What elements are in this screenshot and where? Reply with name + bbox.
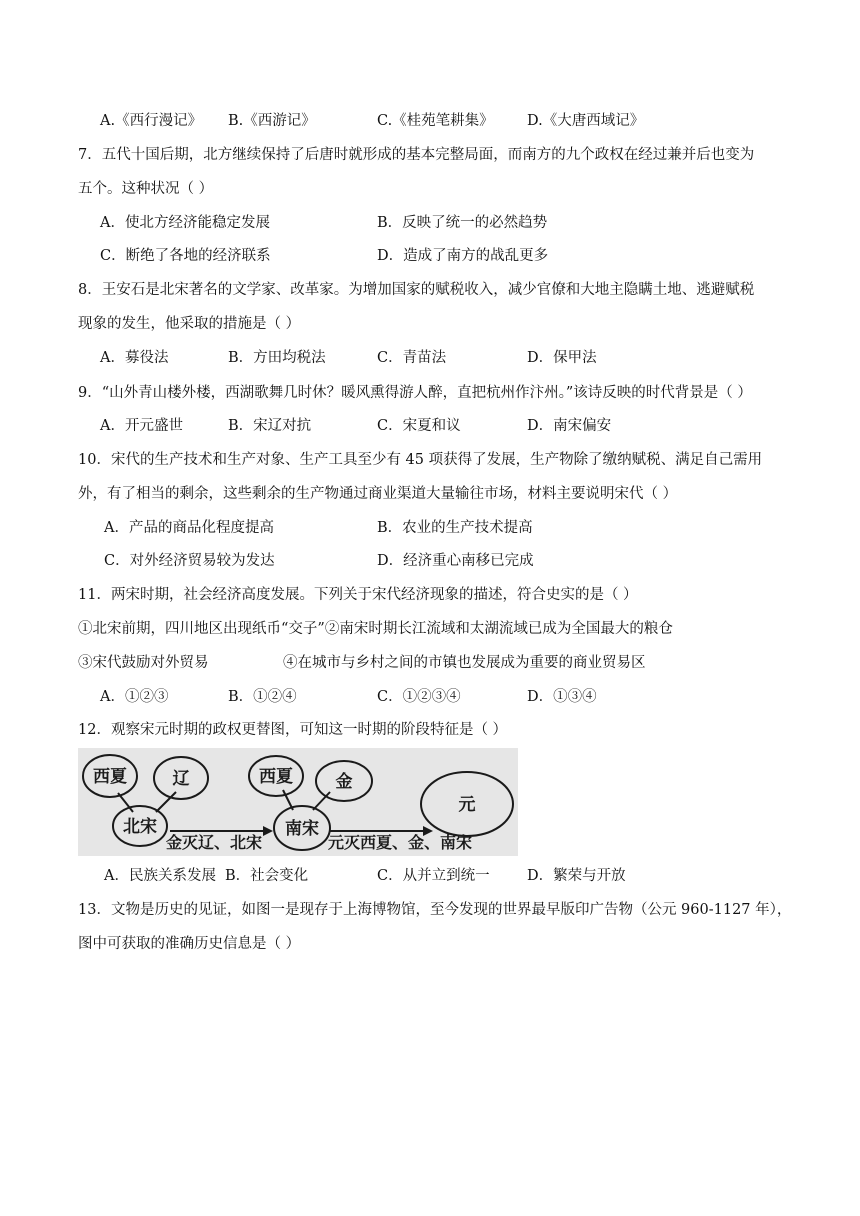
q11-option-a[interactable]: A．①②③	[100, 689, 169, 705]
q7-option-d[interactable]: D．造成了南方的战乱更多	[377, 248, 549, 264]
q9-stem-line-1: 9．“山外青山楼外楼，西湖歌舞几时休？暖风熏得游人醉，直把杭州作汴州。”该诗反映的时代背景是（ ）	[78, 385, 752, 401]
q10-stem-line-2: 外，有了相当的剩余，这些剩余的生产物通过商业渠道大量输往市场，材料主要说明宋代（ ）	[78, 486, 678, 502]
q11-item-4: ④在城市与乡村之间的市镇也发展成为重要的商业贸易区	[283, 655, 646, 671]
q11-item-1-2: ①北宋前期，四川地区出现纸币“交子”②南宋时期长江流域和太湖流域已成为全国最大的粮仓	[78, 621, 673, 637]
node-beisong-label: 北宋	[123, 817, 157, 837]
q7-option-a[interactable]: A．使北方经济能稳定发展	[100, 215, 270, 231]
q11-option-d[interactable]: D．①③④	[527, 689, 597, 705]
q9-option-d[interactable]: D．南宋偏安	[527, 418, 612, 434]
q10-option-c[interactable]: C．对外经济贸易较为发达	[104, 553, 275, 569]
q8-stem-line-1: 8．王安石是北宋著名的文学家、改革家。为增加国家的赋税收入，减少官僚和大地主隐瞒土地、逃避赋税	[78, 282, 755, 298]
node-liao-label: 辽	[172, 769, 190, 789]
q6-option-b[interactable]: B.《西游记》	[228, 113, 316, 129]
q12-option-b[interactable]: B．社会变化	[225, 868, 309, 884]
q11-item-3: ③宋代鼓励对外贸易	[78, 655, 209, 671]
q8-option-b[interactable]: B．方田均税法	[228, 350, 326, 366]
q6-option-d[interactable]: D.《大唐西域记》	[527, 113, 645, 129]
q7-option-c[interactable]: C．断绝了各地的经济联系	[100, 248, 271, 264]
q12-option-a[interactable]: A．民族关系发展	[104, 868, 216, 884]
q7-stem-line-1: 7．五代十国后期，北方继续保持了后唐时就形成的基本完整局面，而南方的九个政权在经过兼并后也变为	[78, 147, 755, 163]
q12-stem-line-1: 12．观察宋元时期的政权更替图，可知这一时期的阶段特征是（ ）	[78, 722, 508, 738]
regime-diagram-svg	[78, 748, 518, 856]
q13-stem-line-2: 图中可获取的准确历史信息是（ ）	[78, 936, 301, 952]
q8-stem-line-2: 现象的发生，他采取的措施是（ ）	[78, 316, 301, 332]
node-nansong-label: 南宋	[285, 819, 319, 839]
connector-jin-nansong	[313, 792, 330, 810]
q8-option-c[interactable]: C．青苗法	[377, 350, 447, 366]
q10-option-b[interactable]: B．农业的生产技术提高	[377, 520, 533, 536]
node-jin-label: 金	[335, 772, 353, 792]
q11-option-c[interactable]: C．①②③④	[377, 689, 461, 705]
arrow-1-head	[263, 826, 273, 836]
q9-option-a[interactable]: A．开元盛世	[100, 418, 183, 434]
q7-option-b[interactable]: B．反映了统一的必然趋势	[377, 215, 548, 231]
q10-stem-line-1: 10．宋代的生产技术和生产对象、生产工具至少有 45 项获得了发展，生产物除了缴纳赋税、满足自己需用	[78, 452, 763, 468]
q7-stem-line-2: 五个。这种状况（ ）	[78, 181, 214, 197]
q6-option-a[interactable]: A.《西行漫记》	[100, 113, 203, 129]
q10-option-d[interactable]: D．经济重心南移已完成	[377, 553, 534, 569]
regime-succession-diagram	[78, 748, 518, 856]
q6-option-c[interactable]: C.《桂苑笔耕集》	[377, 113, 494, 129]
q9-option-c[interactable]: C．宋夏和议	[377, 418, 461, 434]
q13-stem-line-1: 13．文物是历史的见证，如图一是现存于上海博物馆，至今发现的世界最早版印广告物（公元 960-1127 年），	[78, 902, 792, 918]
arrow-2-label: 元灭西夏、金、南宋	[328, 833, 473, 852]
q9-option-b[interactable]: B．宋辽对抗	[228, 418, 312, 434]
node-xixia-1-label: 西夏	[93, 767, 127, 787]
node-yuan-label: 元	[458, 795, 476, 815]
q8-option-d[interactable]: D．保甲法	[527, 350, 597, 366]
arrow-1-label: 金灭辽、北宋	[166, 833, 263, 852]
q10-option-a[interactable]: A．产品的商品化程度提高	[104, 520, 274, 536]
q12-option-c[interactable]: C．从并立到统一	[377, 868, 490, 884]
q11-stem-line-1: 11．两宋时期，社会经济高度发展。下列关于宋代经济现象的描述，符合史实的是（ ）	[78, 587, 638, 603]
q12-option-d[interactable]: D．繁荣与开放	[527, 868, 626, 884]
node-xixia-2-label: 西夏	[259, 767, 293, 787]
q8-option-a[interactable]: A．募役法	[100, 350, 169, 366]
q11-option-b[interactable]: B．①②④	[228, 689, 297, 705]
